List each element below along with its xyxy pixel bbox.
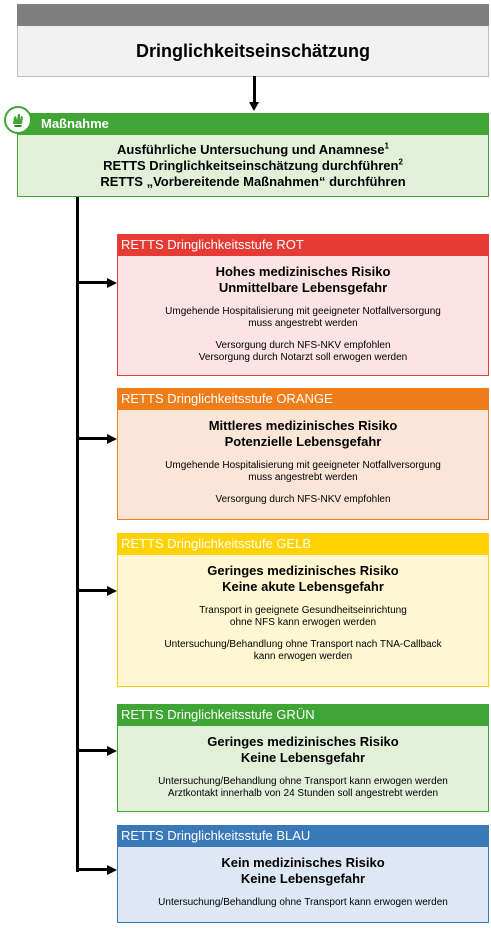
- massnahme-line-text: RETTS „Vorbereitende Maßnahmen“ durchführen: [100, 173, 406, 189]
- level-header: RETTS Dringlichkeitsstufe BLAU: [117, 825, 489, 847]
- massnahme-line-text: Ausführliche Untersuchung und Anamnese: [117, 141, 385, 157]
- arrow-right: [107, 434, 117, 444]
- level-header: RETTS Dringlichkeitsstufe ORANGE: [117, 388, 489, 410]
- paragraph-line: ohne NFS kann erwogen werden: [229, 617, 377, 628]
- level-header: RETTS Dringlichkeitsstufe GELB: [117, 533, 489, 555]
- level-paragraph: [164, 639, 441, 663]
- level-body: [117, 256, 489, 376]
- level-body: [117, 847, 489, 923]
- paragraph-line: Umgehende Hospitalisierung mit geeigneter Notfallversorgung: [165, 306, 441, 317]
- level-card-gelb: [117, 533, 489, 687]
- level-headline: [216, 264, 391, 296]
- paragraph-line: Transport in geeignete Gesundheitseinrichtung: [199, 605, 407, 616]
- level-body: [117, 410, 489, 520]
- connector-branch: [76, 589, 108, 592]
- connector-trunk: [76, 197, 79, 872]
- headline-line: Keine Lebensgefahr: [240, 871, 366, 886]
- level-headline: [221, 855, 384, 887]
- level-paragraph: [199, 340, 407, 364]
- massnahme-line: [100, 174, 405, 190]
- headline-line: Keine Lebensgefahr: [240, 750, 366, 765]
- level-card-orange: [117, 388, 489, 520]
- arrow-right: [107, 746, 117, 756]
- paragraph-line: Untersuchung/Behandlung ohne Transport kann erwogen werden: [158, 776, 448, 787]
- level-headline: [209, 418, 398, 450]
- headline-line: Unmittelbare Lebensgefahr: [218, 280, 388, 295]
- arrow-right: [107, 278, 117, 288]
- title-bar: [17, 4, 489, 26]
- paragraph-line: Versorgung durch NFS-NKV empfohlen: [215, 340, 391, 351]
- paragraph-line: muss angestrebt werden: [248, 472, 358, 483]
- headline-line: Geringes medizinisches Risiko: [207, 734, 399, 749]
- massnahme-header: Maßnahme: [17, 113, 489, 135]
- connector-branch: [76, 437, 108, 440]
- level-headline: [207, 734, 398, 766]
- headline-line: Keine akute Lebensgefahr: [222, 579, 384, 594]
- paragraph-line: Untersuchung/Behandlung ohne Transport kann erwogen werden: [158, 897, 448, 908]
- paragraph-line: muss angestrebt werden: [248, 318, 358, 329]
- paragraph-line: Untersuchung/Behandlung ohne Transport nach TNA-Callback: [164, 639, 442, 650]
- connector-branch: [76, 749, 108, 752]
- headline-line: Kein medizinisches Risiko: [221, 855, 385, 870]
- level-headline: [207, 563, 398, 595]
- level-header: RETTS Dringlichkeitsstufe ROT: [117, 234, 489, 256]
- level-header: RETTS Dringlichkeitsstufe GRÜN: [117, 704, 489, 726]
- massnahme-line: [103, 158, 403, 174]
- paragraph-line: kann erwogen werden: [253, 651, 353, 662]
- arrow-down: [249, 102, 259, 111]
- arrow-right: [107, 865, 117, 875]
- connector-branch: [76, 281, 108, 284]
- level-card-blau: [117, 825, 489, 923]
- headline-line: Potenzielle Lebensgefahr: [224, 434, 382, 449]
- headline-line: Geringes medizinisches Risiko: [207, 563, 399, 578]
- massnahme-body: [17, 135, 489, 197]
- level-paragraph: [165, 460, 441, 484]
- level-paragraph: [158, 776, 448, 800]
- headline-line: Hohes medizinisches Risiko: [215, 264, 391, 279]
- level-card-rot: [117, 234, 489, 376]
- level-body: [117, 555, 489, 687]
- headline-line: Mittleres medizinisches Risiko: [208, 418, 398, 433]
- hand-icon: [9, 111, 27, 129]
- massnahme-line: [117, 142, 389, 158]
- level-card-gruen: [117, 704, 489, 812]
- level-paragraph: [165, 306, 441, 330]
- level-paragraph: [199, 605, 407, 629]
- paragraph-line: Umgehende Hospitalisierung mit geeigneter Notfallversorgung: [165, 460, 441, 471]
- paragraph-line: Arztkontakt innerhalb von 24 Stunden soll angestrebt werden: [167, 788, 439, 799]
- retts-logo-icon: [4, 106, 32, 134]
- paragraph-line: Versorgung durch NFS-NKV empfohlen: [215, 494, 391, 505]
- level-paragraph: [215, 494, 390, 506]
- connector-branch: [76, 868, 108, 871]
- footnote-marker: 2: [398, 157, 403, 167]
- page-title: Dringlichkeitseinschätzung: [17, 26, 489, 77]
- massnahme-line-text: RETTS Dringlichkeitseinschätzung durchführen: [103, 157, 399, 173]
- connector-title-to-massnahme: [253, 76, 256, 104]
- arrow-right: [107, 586, 117, 596]
- paragraph-line: Versorgung durch Notarzt soll erwogen werden: [198, 352, 408, 363]
- level-body: [117, 726, 489, 812]
- level-paragraph: [158, 897, 448, 909]
- footnote-marker: 1: [384, 141, 389, 151]
